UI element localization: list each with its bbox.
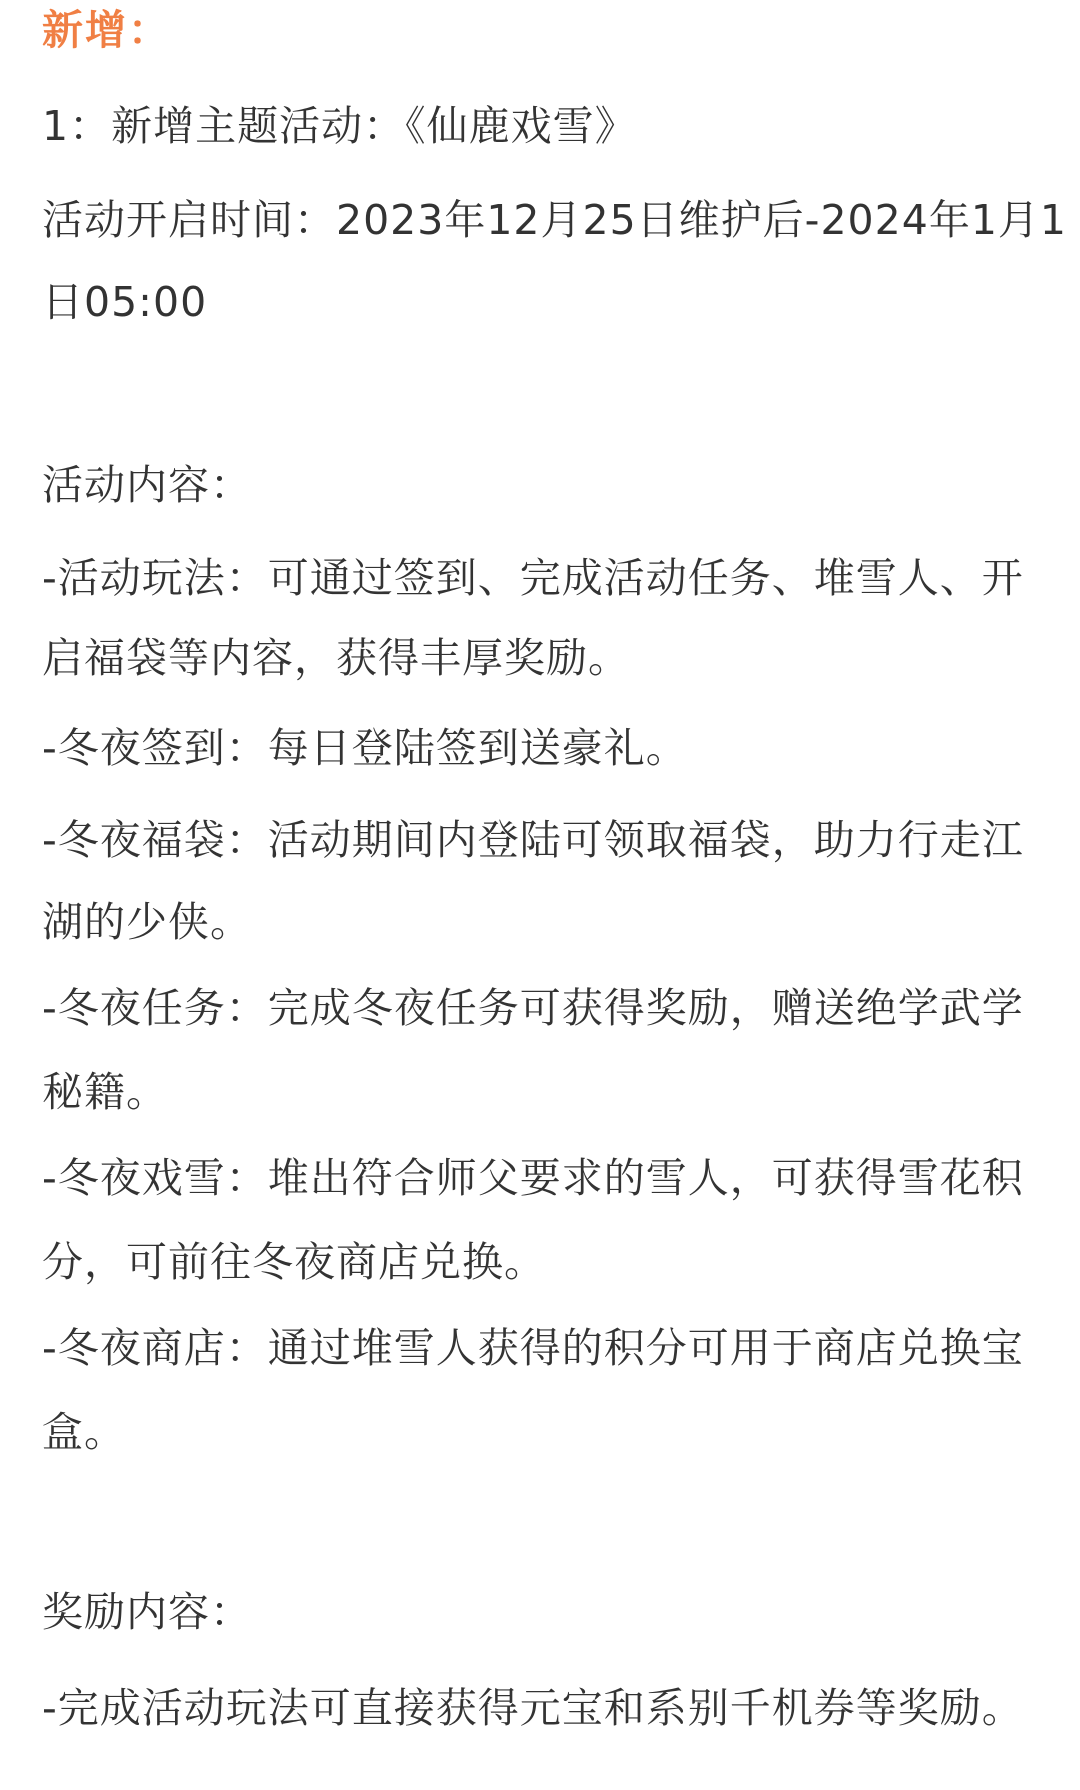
snow-line-2: 分，可前往冬夜商店兑换。 <box>42 1238 546 1286</box>
luckybag-line-2: 湖的少侠。 <box>42 898 252 946</box>
shop-line-1: -冬夜商店：通过堆雪人获得的积分可用于商店兑换宝 <box>42 1324 1024 1372</box>
activity-time-line-1: 活动开启时间：2023年12月25日维护后-2024年1月1 <box>42 196 1067 244</box>
reward-line-1: -完成活动玩法可直接获得元宝和系别千机券等奖励。 <box>42 1684 1024 1732</box>
activity-content-heading: 活动内容： <box>42 461 252 509</box>
reward-content-heading: 奖励内容： <box>42 1588 252 1636</box>
luckybag-line-1: -冬夜福袋：活动期间内登陆可领取福袋，助力行走江 <box>42 816 1024 864</box>
item-1-title: 1：新增主题活动：《仙鹿戏雪》 <box>42 102 637 150</box>
tasks-line-2: 秘籍。 <box>42 1068 168 1116</box>
gameplay-line-2: 启福袋等内容，获得丰厚奖励。 <box>42 634 630 682</box>
snow-line-1: -冬夜戏雪：堆出符合师父要求的雪人，可获得雪花积 <box>42 1154 1024 1202</box>
tasks-line-1: -冬夜任务：完成冬夜任务可获得奖励，赠送绝学武学 <box>42 984 1024 1032</box>
shop-line-2: 盒。 <box>42 1408 126 1456</box>
section-title: 新增： <box>42 6 171 54</box>
signin-line: -冬夜签到：每日登陆签到送豪礼。 <box>42 724 688 772</box>
gameplay-line-1: -活动玩法：可通过签到、完成活动任务、堆雪人、开 <box>42 554 1024 602</box>
activity-time-line-2: 日05:00 <box>42 278 208 326</box>
